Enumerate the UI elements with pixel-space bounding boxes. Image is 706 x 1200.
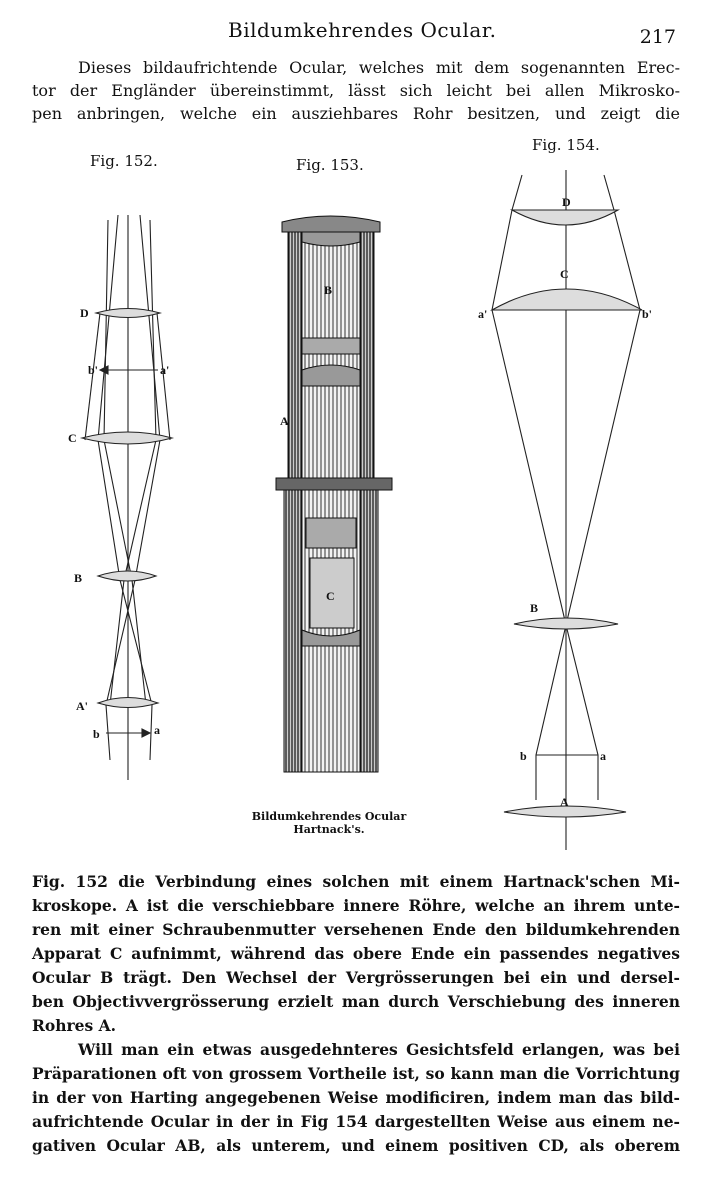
fig154-caption: Fig. 154. [532, 136, 600, 154]
fig152-lens-C [82, 432, 172, 444]
fig153-outer-wall [284, 490, 298, 772]
body-line: ben Objectivvergrösserung erzielt man durch Verschiebung des inneren [32, 992, 680, 1011]
fig154-label-a: a [600, 749, 606, 763]
fig153-label-B: B [324, 283, 333, 297]
intro-line: Dieses bildaufrichtende Ocular, welches mit dem sogenannten Erec- [78, 58, 680, 77]
intro-line: tor der Engländer übereinstimmt, lässt sich leicht bei allen Mikrosko- [32, 81, 680, 100]
fig152-label-b1: b' [88, 363, 99, 377]
body-line: Fig. 152 die Verbindung eines solchen mit einem Hartnack'schen Mi- [32, 872, 680, 891]
fig154-label-a1: a' [478, 307, 488, 321]
body-line: Ocular B trägt. Den Wechsel der Vergrösserungen bei ein und dersel- [32, 968, 680, 987]
fig152-label-C: C [68, 431, 77, 445]
fig153-tube [276, 216, 392, 772]
fig154-ray [492, 175, 566, 800]
fig153-label-A: A [280, 414, 289, 428]
intro-line: pen anbringen, welche ein ausziehbares Rohr besitzen, und zeigt die [32, 104, 680, 123]
fig154-label-b1: b' [642, 307, 653, 321]
fig154-lens-D [512, 210, 618, 225]
fig152-lens-D [96, 309, 160, 318]
fig153-label-C: C [326, 589, 335, 603]
fig154-lens-C [492, 289, 642, 310]
body-text [32, 870, 680, 1158]
fig152-label-a1: a' [160, 363, 170, 377]
fig152-arrowhead [142, 729, 150, 737]
fig153-diaphragm [302, 338, 360, 354]
fig153-outer-wall [364, 490, 378, 772]
fig153-subcaption-line2: Hartnack's. [293, 823, 365, 836]
fig153-subcaption [214, 810, 444, 836]
fig153-tube-B [306, 518, 356, 548]
body-line: in der von Harting angegebenen Weise modificiren, indem man das bild- [32, 1088, 680, 1107]
page-number: 217 [639, 26, 676, 48]
fig152-diagram [82, 215, 172, 780]
fig153-lens [302, 232, 360, 246]
fig152-label-A: A' [76, 699, 88, 713]
body-line: ren mit einer Schraubenmutter versehenen Ende den bildumkehrenden [32, 920, 680, 939]
fig152-label-B: B [74, 571, 83, 585]
fig152-label-D: D [80, 306, 89, 320]
running-title: Bildumkehrendes Ocular. [228, 18, 497, 42]
fig154-ray [566, 175, 640, 800]
fig153-lens [302, 365, 360, 386]
body-line: gativen Ocular AB, als unterem, und einem positiven CD, als oberem [32, 1136, 680, 1155]
fig152-lens-B [98, 571, 156, 581]
fig154-lens-B [514, 618, 618, 629]
fig154-label-A: A [560, 795, 569, 809]
body-line: kroskope. A ist die verschiebbare innere Röhre, welche an ihrem unte- [32, 896, 680, 915]
body-line: aufrichtende Ocular in der in Fig 154 dargestellten Weise aus einem ne- [32, 1112, 680, 1131]
fig153-collar [276, 478, 392, 490]
fig154-label-D: D [562, 195, 571, 209]
fig152-label-a: a [154, 723, 160, 737]
body-line: Präparationen oft von grossem Vortheile ist, so kann man die Vorrichtung [32, 1064, 680, 1083]
body-line: Rohres A. [32, 1016, 117, 1035]
fig152-label-b: b [93, 727, 100, 741]
fig154-label-C: C [560, 267, 569, 281]
fig154-label-B: B [530, 601, 539, 615]
body-line: Apparat C aufnimmt, während das obere Ende ein passendes negatives [32, 944, 680, 963]
fig154-label-b: b [520, 749, 527, 763]
fig153-subcaption-line1: Bildumkehrendes Ocular [251, 810, 407, 823]
body-line: Will man ein etwas ausgedehnteres Gesichtsfeld erlangen, was bei [78, 1040, 680, 1059]
fig153-caption: Fig. 153. [296, 156, 364, 174]
fig152-caption: Fig. 152. [90, 152, 158, 170]
fig152-ray [104, 220, 146, 705]
fig153-top-cap [282, 216, 380, 232]
